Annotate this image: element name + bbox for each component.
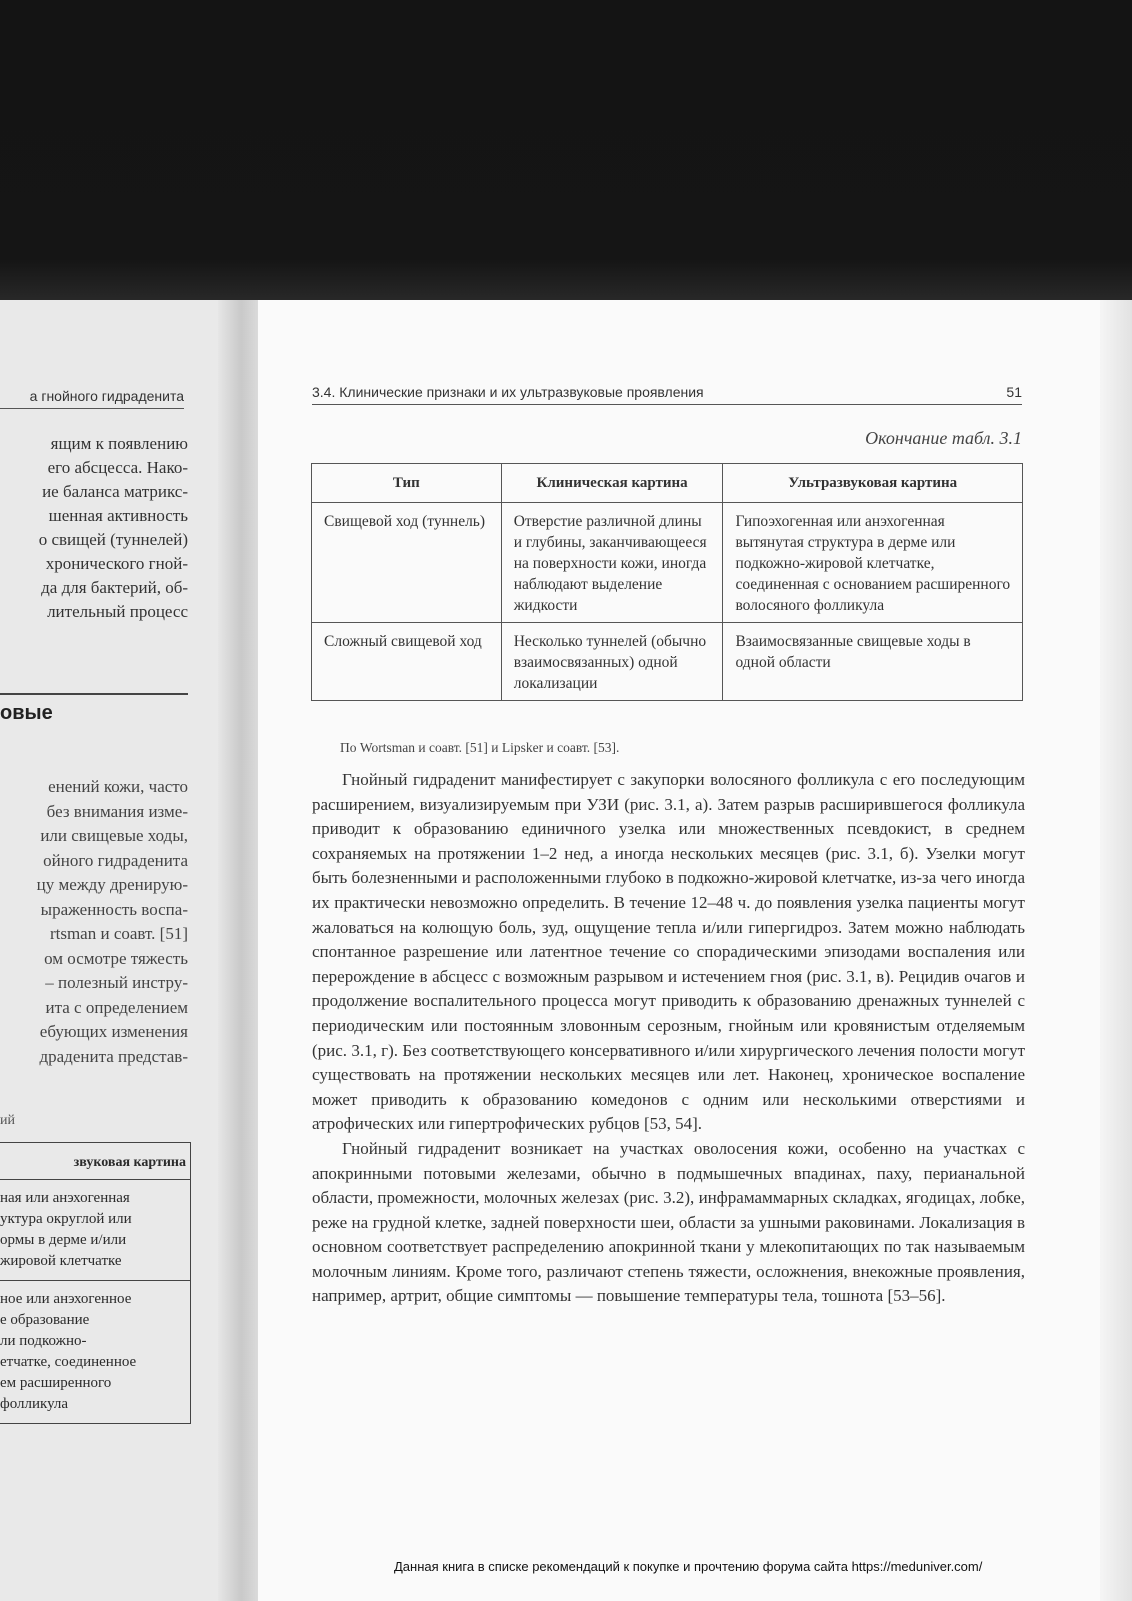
text-line: е образование (0, 1312, 90, 1328)
text-line: цу между дренирую- (36, 875, 188, 894)
text-line: ыраженность воспа- (40, 899, 188, 919)
left-running-header: а гнойного гидраденита (0, 388, 184, 409)
column-header: Клиническая картина (501, 464, 723, 503)
text-line: фолликула (0, 1396, 69, 1412)
text-line: драденита представ- (39, 1046, 188, 1066)
data-table (311, 463, 1023, 701)
table-header-row (312, 464, 1023, 503)
text-line: ная или анэхогенная (0, 1190, 130, 1206)
paragraph: Гнойный гидраденит возникает на участках оволосения кожи, особенно на участках с апокринными потовыми железами, обычно в подмышечных впадинах, паху, перианальной области, промежности, молочных железах (рис. 3.2), инфрамаммарных складках, ягодицах, лобке, реже на грудной клетке, задней поверхности шеи, области за ушными раковинами. Локализация в основном соответствует распределению апокринной ткани у млекопитающих по так называемым молочным линиям. Кроме того, различают степень тяжести, осложнения, внекожные проявления, например, артрит, общие симптомы — повышение температуры тела, тошнота [53–56]. (312, 1138, 1025, 1306)
scan-background-top (0, 0, 1132, 305)
page-number: 51 (1006, 384, 1022, 400)
table-cell: Несколько туннелей (обычно взаимосвязанных) одной локализации (501, 623, 723, 701)
left-table-cell (0, 1180, 190, 1280)
footer-note: Данная книга в списке рекомендаций к покупке и прочтению форума сайта https://meduniver.com/ (394, 1559, 983, 1574)
body-text (312, 768, 1025, 1309)
text-line: его абсцесса. Нако- (47, 458, 188, 477)
text-line: ли подкожно- (0, 1333, 87, 1349)
column-header: Ультразвуковая картина (723, 464, 1023, 503)
table-cell: Сложный свищевой ход (312, 623, 502, 701)
left-table (0, 1142, 191, 1424)
left-paragraph-2 (0, 775, 188, 1069)
text-line: о свищей (туннелей) (38, 530, 188, 549)
text-line: или свищевые ходы, (40, 826, 188, 845)
text-line: ита с определением (45, 997, 188, 1017)
text-line: ящим к появлению (50, 434, 188, 453)
table-cell: Гипоэхогенная или анэхогенная вытянутая структура в дерме или подкожно-жировой клетчатке, соединенная с основанием расширенного волосяного фолликула (723, 503, 1023, 623)
page-edge (1100, 300, 1132, 1601)
paragraph: Гнойный гидраденит манифестирует с закупорки волосяного фолликула с его последующим расширением, визуализируемым при УЗИ (рис. 3.1, а). Затем разрыв расширившегося фолликула приводит к образованию единичного узелка или множественных псевдокист, в среднем сохраняемых на протяжении 1–2 нед, а иногда нескольких месяцев (рис. 3.1, б). Узелки могут быть болезненными и расположенными глубоко в подкожно-жировой клетчатке, из-за чего иногда их практически невозможно определить. В течение 12–48 ч. до появления узелка пациенты могут жаловаться на колющую боль, зуд, ощущение тепла и/или гипергидроз. Затем можно наблюдать спонтанное разрешение или латентное течение со спорадическими эпизодами воспаления или перерождение в абсцесс с возможным разрывом и истечением гноя (рис. 3.1, в). Рецидив очагов и продолжение воспалительного процесса могут приводить к образованию дренажных туннелей с периодическим или постоянным зловонным серозным, гнойным или кровянистым отделяемым (рис. 3.1, г). Без соответствующего консервативного и/или хирургического лечения полости могут существовать на протяжении нескольких месяцев или лет. Наконец, хроническое воспаление может приводить к образованию комедонов с одним или несколькими отверстиями и атрофических или гипертрофических рубцов [53, 54]. (312, 770, 1025, 1134)
running-header (312, 384, 1022, 405)
text-line: жировой клетчатке (0, 1253, 122, 1269)
table-source-note: По Wortsman и соавт. [51] и Lipsker и соавт. [53]. (340, 740, 620, 755)
left-table-header: звуковая картина (0, 1143, 190, 1180)
left-table-cell (0, 1280, 190, 1423)
text-line: ом осмотре тяжесть (44, 948, 188, 968)
table-row (312, 503, 1023, 623)
text-line: енений кожи, часто (48, 777, 188, 796)
table-cell: Отверстие различной длины и глубины, заканчивающееся на поверхности кожи, иногда наблюдают выделение жидкости (501, 503, 723, 623)
table-cell: Свищевой ход (туннель) (312, 503, 502, 623)
table-cell: Взаимосвязанные свищевые ходы в одной области (723, 623, 1023, 701)
section-rule (0, 693, 188, 695)
text-line: да для бактерий, об- (41, 578, 188, 597)
left-table-label: ий (0, 1113, 15, 1128)
text-line: ем расширенного (0, 1375, 112, 1391)
text-line: ное или анэхогенное (0, 1291, 132, 1307)
running-header-title: 3.4. Клинические признаки и их ультразвуковые проявления (312, 384, 704, 400)
text-line: шенная активность (48, 506, 188, 525)
text-line: лительный процесс (47, 602, 188, 621)
column-header: Тип (312, 464, 502, 503)
text-line: без внимания изме- (46, 801, 188, 821)
text-line: ие баланса матрикс- (42, 482, 188, 501)
text-line: уктура округлой или (0, 1211, 132, 1227)
table-caption: Окончание табл. 3.1 (865, 428, 1022, 448)
left-section-heading: овые (0, 702, 53, 724)
left-paragraph-1 (0, 432, 188, 624)
text-line: ебующих изменения (39, 1022, 188, 1041)
text-line: етчатке, соединенное (0, 1354, 137, 1370)
text-line: ойного гидраденита (43, 850, 188, 870)
text-line: ормы в дерме и/или (0, 1232, 127, 1248)
text-line: хронического гной- (45, 554, 188, 573)
text-line: rtsman и соавт. [51] (49, 924, 188, 943)
book-gutter (218, 300, 260, 1601)
table-row (312, 623, 1023, 701)
text-line: – полезный инстру- (45, 973, 188, 992)
